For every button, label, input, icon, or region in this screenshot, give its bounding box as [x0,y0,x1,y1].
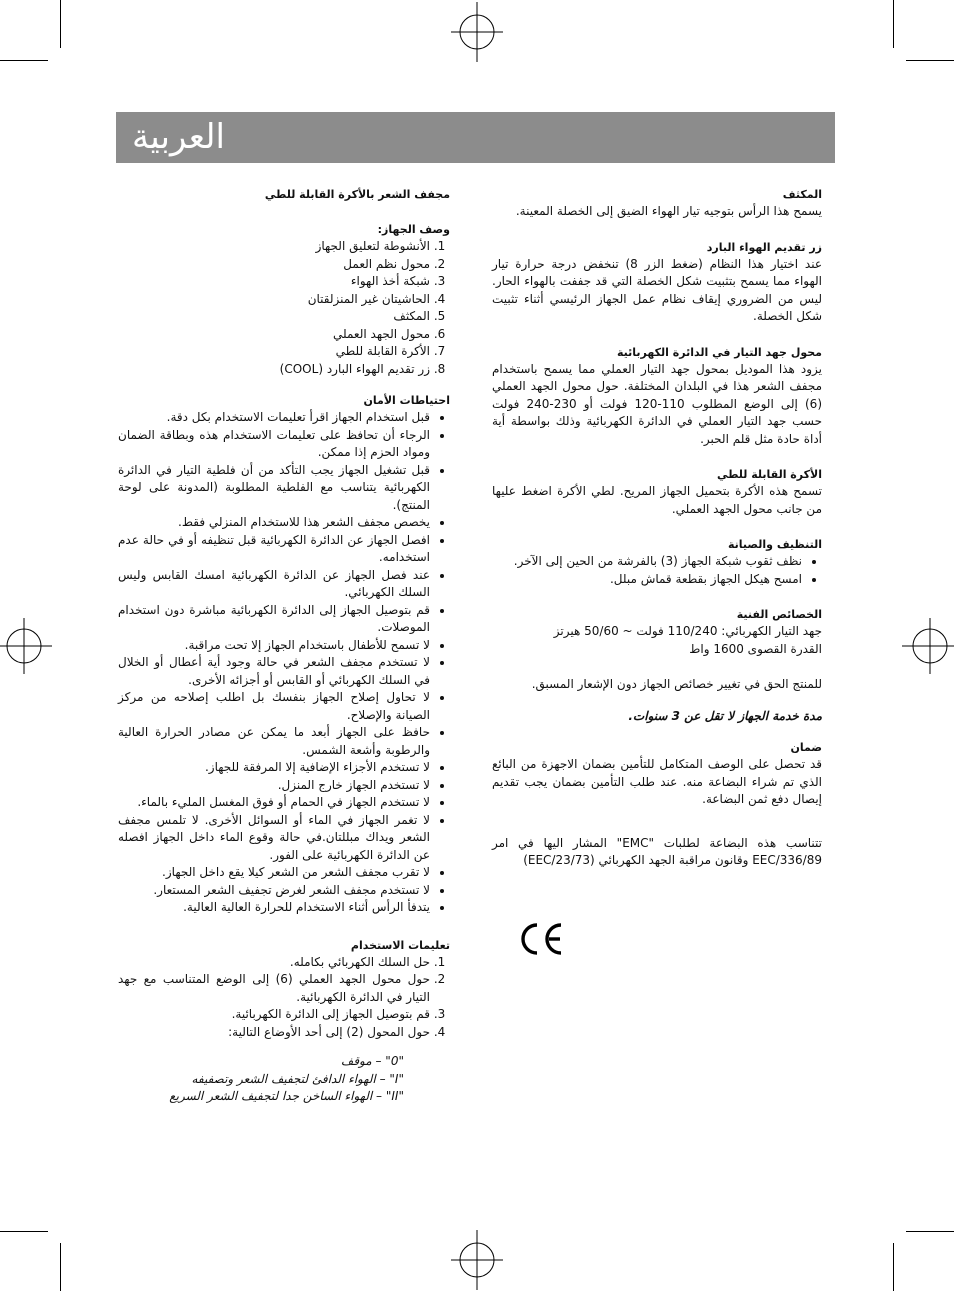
list-item: • قم بتوصيل الجهاز إلى الدائرة الكهربائية مباشرة دون استخدام الموصلات. [118,602,430,637]
list-item: • الرجاء أن تحافظ على تعليمات الاستخدام هذه وبطاقة الضمان ومواد الحزم إذا ممكن. [118,427,430,462]
compliance-note: تتناسب هذه البضاعة لطلبات "EMC" المشار اليها في امر EEC/336/89 وقانون مراقبة الجهد الكهربائي (EEC/23/73) [492,835,822,867]
section-folding-handle [492,466,822,518]
list-item: 5. المكثف [118,308,430,326]
ce-mark-icon [520,922,564,956]
language-banner [116,112,835,163]
crop-mark [893,1243,894,1291]
section-specs [492,606,822,658]
mode-item: "I" – الهواء الدافئ لتجفيف الشعر وتصفيفه [191,1071,404,1086]
mode-item: "II" – الهواء الساخن جدا لتجفيف الشعر السريع [169,1089,404,1103]
page-title: العربية [132,117,225,157]
mode-item: "0" – موقف [340,1054,404,1068]
section-cool-air [492,239,822,326]
list-item: 6. محول الجهد العملي [118,326,430,344]
parts-list [118,238,450,378]
section-text: عند اختيار هذا النظام (ضغط الزر 8) تنخفض درجة حرارة تيار الهواء مما يسمح بتثبيت شكل الخصلة التي قد جففت بالهواء الحار. ليس من الضروري إيقاف نظام عمل الجهاز الرئيسي أثناء تثبيت شكل الخصلة. [492,256,823,323]
list-item: • قبل استخدام الجهاز اقرأ تعليمات الاستخدام بكل دقة. [118,409,430,427]
list-item: 8. زر تقديم الهواء البارد (COOL) [118,361,430,379]
list-item: 3. قم بتوصيل الجهاز إلى الدائرة الكهربائية. [118,1006,430,1024]
section-text: قد تحصل على الوصف المتكامل للتأمين بضمان الاجهزة من البائع الذي تم شراء البضاعة منه. عند طلب التأمين بضمان يجب تقديم إيصال دفع ثمن البضاعة. [492,757,822,806]
safety-list [118,409,450,917]
list-item: • افصل الجهاز عن الدائرة الكهربائية قبل تنظيفه أو في حالة عدم استخدامه. [118,532,430,567]
list-item: • حافظ على الجهاز أبعد ما يمكن عن مصادر الحرارة العالية والرطوبة وأشعة الشمس. [118,724,430,759]
crop-mark [906,1231,954,1232]
section-heading: احتياطات الأمان [363,394,450,407]
list-item: • لا تستخدم الجهاز خارج المنزل. [118,777,430,795]
section-cleaning [492,536,822,588]
list-item: • نظف ثقوب شبكة الجهاز (3) بالفرشة من الحين إلى الآخر. [492,553,802,571]
registration-mark-icon [447,2,507,62]
section-safety [118,392,450,917]
crop-mark [60,0,61,48]
list-item: • يخصص مجفف الشعر هذا للاستخدام المنزلي فقط. [118,514,430,532]
list-item: • لا تستخدم مجفف الشعر في حالة وجود أية أعطال أو الخلال في السلك الكهربائي أو القابس أو أجزائه الأخرى. [118,654,430,689]
crop-mark [906,60,954,61]
section-heading: وصف الجهاز: [377,223,450,236]
section-heading: الخصائص الفنية [736,608,822,621]
list-item: 4. الحاشيتان غير المنزلقتان [118,291,430,309]
list-item: • لا تقرب مجفف الشعر من الشعر كيلا يقع داخل الجهاز. [118,864,430,882]
list-item: • لا تحاول إصلاح الجهاز بنفسك بل اطلب إصلاحه من مركز الصيانة والإصلاح. [118,689,430,724]
list-item: • لا تسمح للأطفال باستخدام الجهاز إلا تحت مراقبة. [118,637,430,655]
section-heading: التنظيف والصيانة [727,538,822,551]
section-text: يزود هذا الموديل بمحول جهد التيار العملي مما يسمح باستخدام مجفف الشعر هذا في البلدان المختلفة. حول محول الجهد العملي (6) إلى الوضع المطلوب 110-120 فولت أو 230-240 فولت حسب جهد التيار العملي في الدائرة الكهربائية وذلك بواسطة أية أداة حادة مثل قلم الحبر. [492,361,822,446]
list-item: • امسح هيكل الجهاز بقطعة قماش مبلل. [492,571,802,589]
list-item: • لا تستخدم الأجزاء الإضافية إلا المرفقة للجهاز. [118,759,430,777]
registration-mark-icon [900,616,954,676]
product-title: مجفف الشعر بالأكرة القابلة للطي [264,188,450,201]
list-item: 2. محول نظم العمل [118,256,430,274]
list-item: • لا تستخدم مجفف الشعر لغرض تجفيف الشعر المستعار. [118,882,430,900]
crop-mark [0,1231,48,1232]
section-heading: المكثف [782,188,822,201]
usage-list [118,954,450,1042]
list-item: • يتدفأ الرأس أثناء الاستخدام للحرارة العالية العالية. [118,899,430,917]
section-heading: ضمان [790,741,822,754]
crop-mark [60,1243,61,1291]
section-text: يسمح هذا الرأس بتوجيه تيار الهواء الضيق إلى الخصلة المعينة. [515,204,822,218]
section-heading: زر تقديم الهواء البارد [706,240,822,254]
section-usage [118,937,450,1106]
mode-list [118,1053,450,1106]
left-column [118,186,450,1106]
list-item: 1. حل السلك الكهربائي بكامله. [118,954,430,972]
list-item: • عند فصل الجهاز عن الدائرة الكهربائية امسك القابس وليس السلك الكهربائي. [118,567,430,602]
rights-note: للمنتج الحق في تغيير خصائص الجهاز دون الإشعار المسبق. [531,677,822,691]
list-item: • لا تغمر الجهاز في الماء أو السوائل الأخرى. لا تلمس مجفف الشعر ويداك مبللتان.في حالة وقوع الماء داخل الجهاز افصله عن الدائرة الكهربائية على الفور. [118,812,430,865]
list-item: 2. حول محول الجهد العملي (6) إلى الوضع المتناسب مع جهد التيار في الدائرة الكهربائية. [118,971,430,1006]
section-voltage-switch [492,344,822,449]
list-item: • لا تستخدم الجهاز في الحمام أو فوق المغسل المليء بالماء. [118,794,430,812]
list-item: 1. الأنشوطة لتعليق الجهاز [118,238,430,256]
section-warranty [492,739,822,809]
section-text: تسمح هذه الأكرة بتحميل الجهاز المريح. لطي الأكرة اضغط عليها من جانب محول الجهد العملي. [492,484,822,516]
registration-mark-icon [0,616,54,676]
spec-line: جهد التيار الكهربائي: 110/240 فولت ~ 50/60 هيرتز [553,624,822,638]
list-item: 7. الأكرة القابلة للطي [118,343,430,361]
crop-mark [0,60,48,61]
section-concentrator [492,186,822,221]
section-heading: تعليمات الاستخدام [350,938,450,952]
section-heading: الأكرة القابلة للطي [716,468,822,481]
list-item: 4. حول المحول (2) إلى أحد الأوضاع التالية: [118,1024,430,1042]
right-column [492,186,822,870]
crop-mark [893,0,894,48]
section-description [118,221,450,378]
cleaning-list [492,553,822,588]
list-item: • قبل تشغيل الجهاز يجب التأكد من أن فلطية التيار في الدائرة الكهربائية يتناسب مع الفلطية المطلوبة (المدونة على لوحة المنتج). [118,462,430,515]
spec-line: القدرة القصوى 1600 واط [689,641,822,656]
list-item: 3. شبكة أخذ الهواء [118,273,430,291]
registration-mark-icon [447,1230,507,1290]
service-life-note: مدة خدمة الجهاز لا تقل عن 3 سنوات. [628,708,822,723]
section-heading: محول جهد التيار في الدائرة الكهربائية [617,345,822,359]
